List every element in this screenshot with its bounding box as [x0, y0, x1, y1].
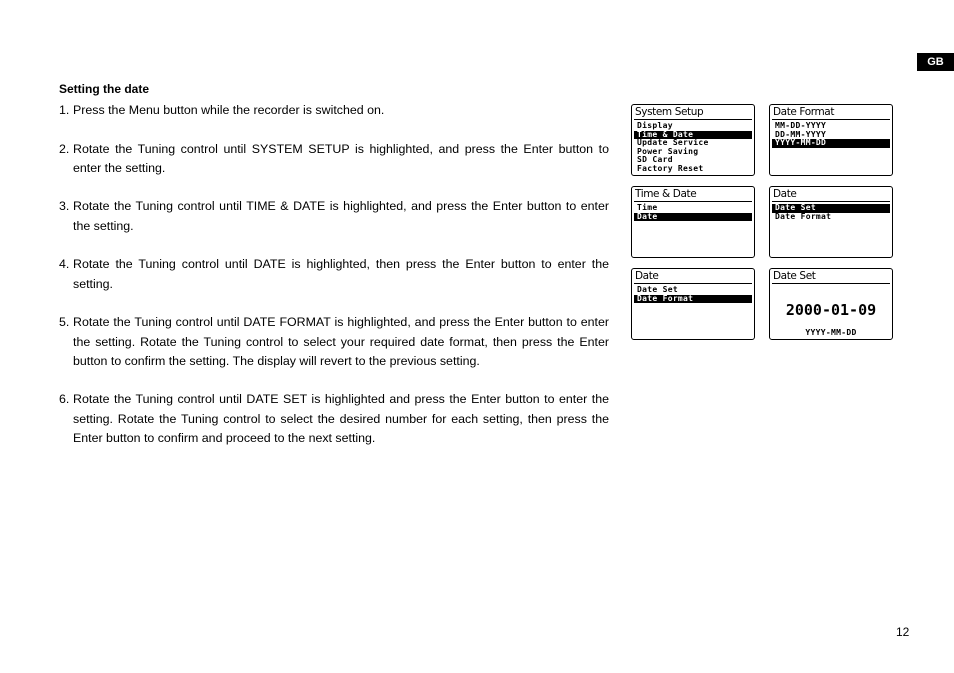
screen-title: Time & Date [635, 188, 697, 200]
step-4 [59, 255, 609, 294]
screen-title: System Setup [635, 106, 704, 118]
step-number: 6. [59, 392, 70, 407]
screen-menu [634, 204, 752, 221]
screen-title: Date [635, 270, 659, 282]
step-text: Rotate the Tuning control until SYSTEM SETUP is highlighted, and press the Enter button to enter the setting. [73, 141, 609, 175]
step-number: 4. [59, 257, 70, 272]
screen-title-underline [772, 119, 890, 120]
screen-menu-item: Factory Reset [637, 163, 704, 173]
step-text: Rotate the Tuning control until DATE is highlighted, then press the Enter button to enter the setting. [73, 257, 609, 291]
step-text: Rotate the Tuning control until TIME & DATE is highlighted, and press the Enter button to enter the setting. [73, 199, 609, 233]
screen-date-format [769, 104, 893, 176]
screen-time-date [631, 186, 755, 258]
step-text: Rotate the Tuning control until DATE FORMAT is highlighted, and press the Enter button to enter the setting. Rotate the Tuning control to select your required date format, then press the Enter button to confirm the setting. The display will revert to the previous setting. [73, 315, 609, 368]
screen-menu-item: Power Saving [637, 146, 699, 156]
step-text: Press the Menu button while the recorder is switched on. [73, 103, 385, 117]
step-number: 3. [59, 199, 70, 214]
screen-title-underline [772, 201, 890, 202]
screen-title-underline [634, 201, 752, 202]
step-3 [59, 197, 609, 236]
screen-title-underline [634, 283, 752, 284]
screen-date-set-selected [769, 186, 893, 258]
screen-menu-item: Date Format [775, 211, 832, 221]
screen-menu [634, 122, 752, 174]
screen-menu-item: Date Format [634, 295, 752, 304]
step-number: 1. [59, 103, 70, 117]
screen-date-set [769, 268, 893, 340]
step-number: 5. [59, 315, 70, 330]
step-number: 2. [59, 141, 70, 156]
screen-menu-item: MM-DD-YYYY [775, 121, 827, 130]
language-badge: GB [917, 53, 954, 71]
screen-title-underline [772, 283, 890, 284]
screen-menu [772, 204, 890, 221]
step-6 [59, 390, 609, 448]
date-value: 2000-01-09 [785, 301, 877, 319]
screen-system-setup [631, 104, 755, 176]
screen-title: Date [773, 188, 797, 200]
screen-menu-item: SD Card [637, 155, 673, 165]
step-1 [59, 101, 609, 120]
screen-menu [772, 122, 890, 148]
screen-title-underline [634, 119, 752, 120]
screen-menu [634, 286, 752, 303]
step-5 [59, 313, 609, 371]
screen-menu-item: Date [634, 213, 752, 222]
instruction-steps [59, 101, 609, 468]
screen-menu-item: Update Service [637, 138, 709, 148]
screen-title: Date Format [773, 106, 835, 118]
screen-menu-item: Date Set [772, 204, 890, 213]
screen-menu-item: YYYY-MM-DD [772, 139, 890, 148]
date-format-hint: YYYY-MM-DD [805, 328, 857, 337]
screen-title: Date Set [773, 270, 816, 282]
screen-menu-item: Time & Date [634, 131, 752, 140]
screen-menu-item: Display [637, 121, 673, 130]
screen-menu-item: Time [637, 203, 658, 212]
page-number: 12 [896, 625, 910, 639]
screen-date-format-selected [631, 268, 755, 340]
section-heading: Setting the date [59, 82, 150, 96]
screen-menu-item: DD-MM-YYYY [775, 129, 827, 139]
step-2 [59, 140, 609, 179]
step-text: Rotate the Tuning control until DATE SET is highlighted and press the Enter button to enter the setting. Rotate the Tuning control to select the desired number for each setting, then press the Enter button to confirm and proceed to the next setting. [73, 392, 609, 446]
screen-menu-item: Date Set [637, 285, 678, 294]
